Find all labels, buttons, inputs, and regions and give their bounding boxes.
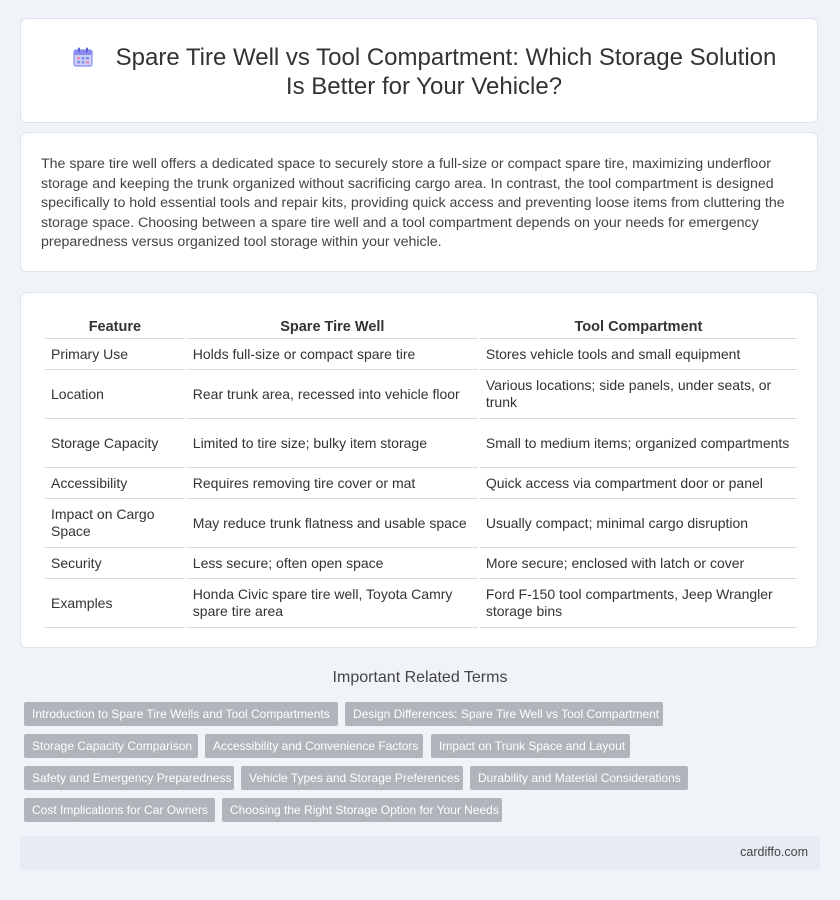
table-cell: Stores vehicle tools and small equipment — [480, 339, 797, 370]
table-cell: Security — [45, 548, 185, 579]
table-header-row — [45, 315, 797, 339]
table-header-cell: Tool Compartment — [480, 315, 797, 339]
table-row — [45, 548, 797, 579]
table-row — [45, 499, 797, 548]
related-term-tag[interactable]: Impact on Trunk Space and Layout — [431, 734, 630, 758]
table-cell: Quick access via compartment door or panel — [480, 468, 797, 499]
table-row — [45, 468, 797, 499]
related-term-tag[interactable]: Durability and Material Considerations — [470, 766, 688, 790]
table-cell: Small to medium items; organized compartments — [480, 419, 797, 468]
related-term-tag[interactable]: Cost Implications for Car Owners — [24, 798, 215, 822]
page-title: Spare Tire Well vs Tool Compartment: Which Storage Solution Is Better for Your Vehicle? — [115, 44, 777, 100]
table-row — [45, 370, 797, 419]
table-cell: Usually compact; minimal cargo disruption — [480, 499, 797, 548]
related-term-tag[interactable]: Vehicle Types and Storage Preferences — [241, 766, 463, 790]
related-term-tag[interactable]: Introduction to Spare Tire Wells and Tool Compartments — [24, 702, 338, 726]
intro-card — [20, 132, 818, 272]
comparison-table — [43, 315, 799, 628]
table-cell: Examples — [45, 579, 185, 628]
table-cell: Less secure; often open space — [187, 548, 478, 579]
page-title-wrap — [61, 43, 787, 101]
table-cell: Rear trunk area, recessed into vehicle floor — [187, 370, 478, 419]
table-cell: Honda Civic spare tire well, Toyota Camry spare tire area — [187, 579, 478, 628]
footer-site-link[interactable]: cardiffo.com — [740, 845, 808, 859]
header-card — [20, 18, 818, 123]
related-term-tag[interactable]: Accessibility and Convenience Factors — [205, 734, 423, 758]
table-cell: More secure; enclosed with latch or cover — [480, 548, 797, 579]
table-cell: Storage Capacity — [45, 419, 185, 468]
table-cell: Holds full-size or compact spare tire — [187, 339, 478, 370]
related-term-tag[interactable]: Choosing the Right Storage Option for Your Needs — [222, 798, 502, 822]
related-term-tag[interactable]: Storage Capacity Comparison — [24, 734, 198, 758]
table-header-cell: Feature — [45, 315, 185, 339]
table-cell: Impact on Cargo Space — [45, 499, 185, 548]
table-cell: Primary Use — [45, 339, 185, 370]
table-row — [45, 339, 797, 370]
related-term-tag[interactable]: Safety and Emergency Preparedness — [24, 766, 234, 790]
table-row — [45, 579, 797, 628]
table-cell: Various locations; side panels, under seats, or trunk — [480, 370, 797, 419]
footer-bar — [20, 836, 820, 870]
calendar-icon — [72, 46, 94, 68]
table-cell: Limited to tire size; bulky item storage — [187, 419, 478, 468]
table-row — [45, 419, 797, 468]
related-term-tag[interactable]: Design Differences: Spare Tire Well vs Tool Compartment — [345, 702, 663, 726]
table-cell: Ford F-150 tool compartments, Jeep Wrangler storage bins — [480, 579, 797, 628]
table-cell: Accessibility — [45, 468, 185, 499]
table-header-cell: Spare Tire Well — [187, 315, 478, 339]
table-cell: Location — [45, 370, 185, 419]
intro-text: The spare tire well offers a dedicated space to securely store a full-size or compact spare tire, maximizing underfloor storage and keeping the trunk organized without sacrificing cargo area. In contrast, the tool compartment is designed specifically to hold essential tools and repair kits, providing quick access and preventing loose items from cluttering the storage space. Choosing between a spare tire well and a tool compartment depends on your needs for emergency preparedness versus organized tool storage within your vehicle. — [41, 156, 785, 251]
table-cell: Requires removing tire cover or mat — [187, 468, 478, 499]
table-cell: May reduce trunk flatness and usable space — [187, 499, 478, 548]
related-terms-title: Important Related Terms — [332, 669, 508, 686]
comparison-table-card — [20, 292, 818, 648]
